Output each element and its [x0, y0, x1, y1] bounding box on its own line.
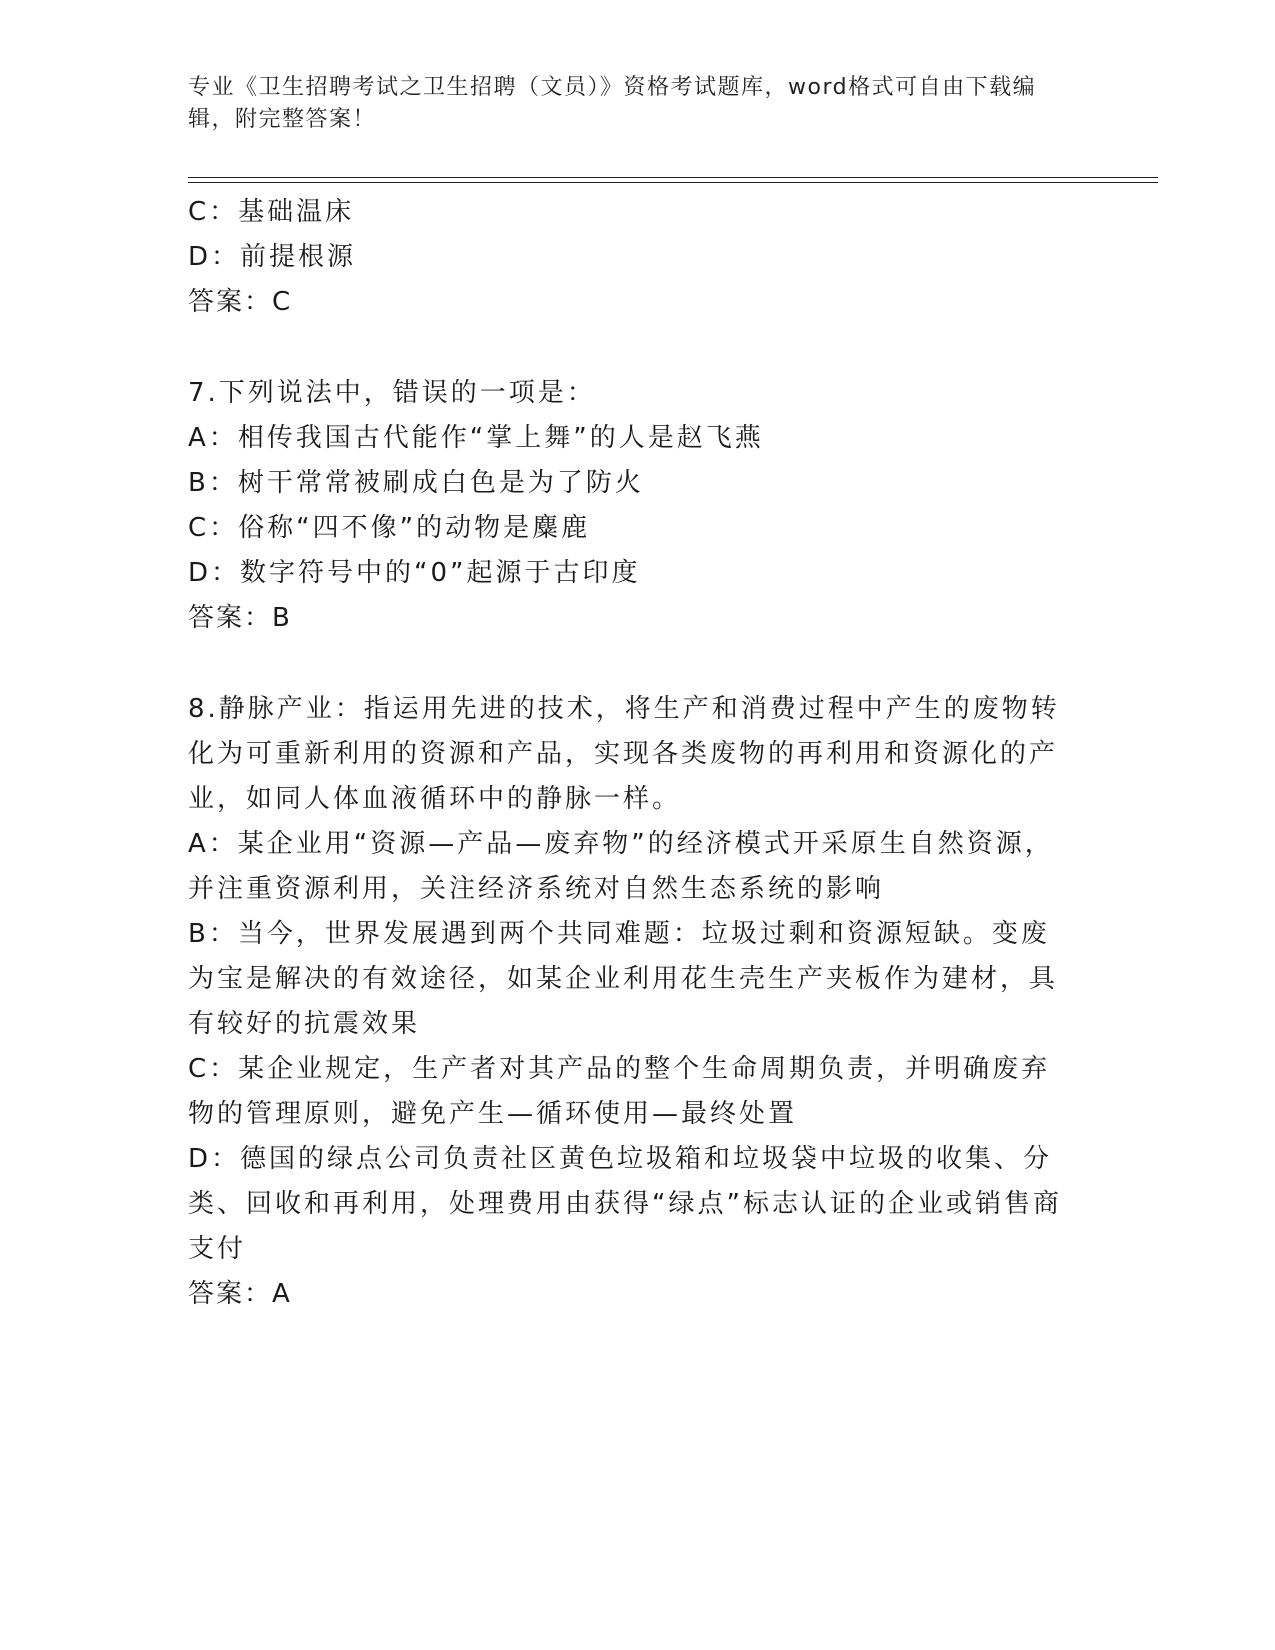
q7-option-a: A：相传我国古代能作“掌上舞”的人是赵飞燕 [188, 423, 764, 453]
spacer [188, 641, 1078, 687]
q6-option-d: D：前提根源 [188, 242, 357, 272]
q8-question: 8.静脉产业：指运用先进的技术，将生产和消费过程中产生的废物转化为可重新利用的资源和产品，实现各类废物的再利用和资源化的产业，如同人体血液循环中的静脉一样。 [188, 694, 1060, 814]
q8-answer: 答案：A [188, 1279, 292, 1309]
header-rule-top [188, 177, 1158, 178]
q8-option-d: D：德国的绿点公司负责社区黄色垃圾箱和垃圾袋中垃圾的收集、分类、回收和再利用，处理费用由获得“绿点”标志认证的企业或销售商支付 [188, 1144, 1062, 1264]
question-content [188, 190, 1078, 1317]
q7-question: 7.下列说法中，错误的一项是： [188, 378, 596, 408]
q7-option-b: B：树干常常被刷成白色是为了防火 [188, 468, 644, 498]
q7-answer: 答案：B [188, 603, 292, 633]
q7-option-c: C：俗称“四不像”的动物是麋鹿 [188, 513, 591, 543]
spacer [188, 325, 1078, 371]
q7-option-d: D：数字符号中的“0”起源于古印度 [188, 558, 641, 588]
q6-option-c: C：基础温床 [188, 197, 355, 227]
q8-option-b: B：当今，世界发展遇到两个共同难题：垃圾过剩和资源短缺。变废为宝是解决的有效途径，如某企业利用花生壳生产夹板作为建材，具有较好的抗震效果 [188, 919, 1059, 1039]
q8-option-c: C：某企业规定，生产者对其产品的整个生命周期负责，并明确废弃物的管理原则，避免产生—循环使用—最终处置 [188, 1054, 1051, 1129]
header-rule-bottom [188, 182, 1158, 183]
q8-option-a: A：某企业用“资源—产品—废弃物”的经济模式开采原生自然资源，并注重资源利用，关注经济系统对自然生态系统的影响 [188, 829, 1054, 904]
q6-answer: 答案：C [188, 287, 293, 317]
page-header: 专业《卫生招聘考试之卫生招聘（文员）》资格考试题库，word格式可自由下载编辑，附完整答案！ [188, 75, 1037, 132]
